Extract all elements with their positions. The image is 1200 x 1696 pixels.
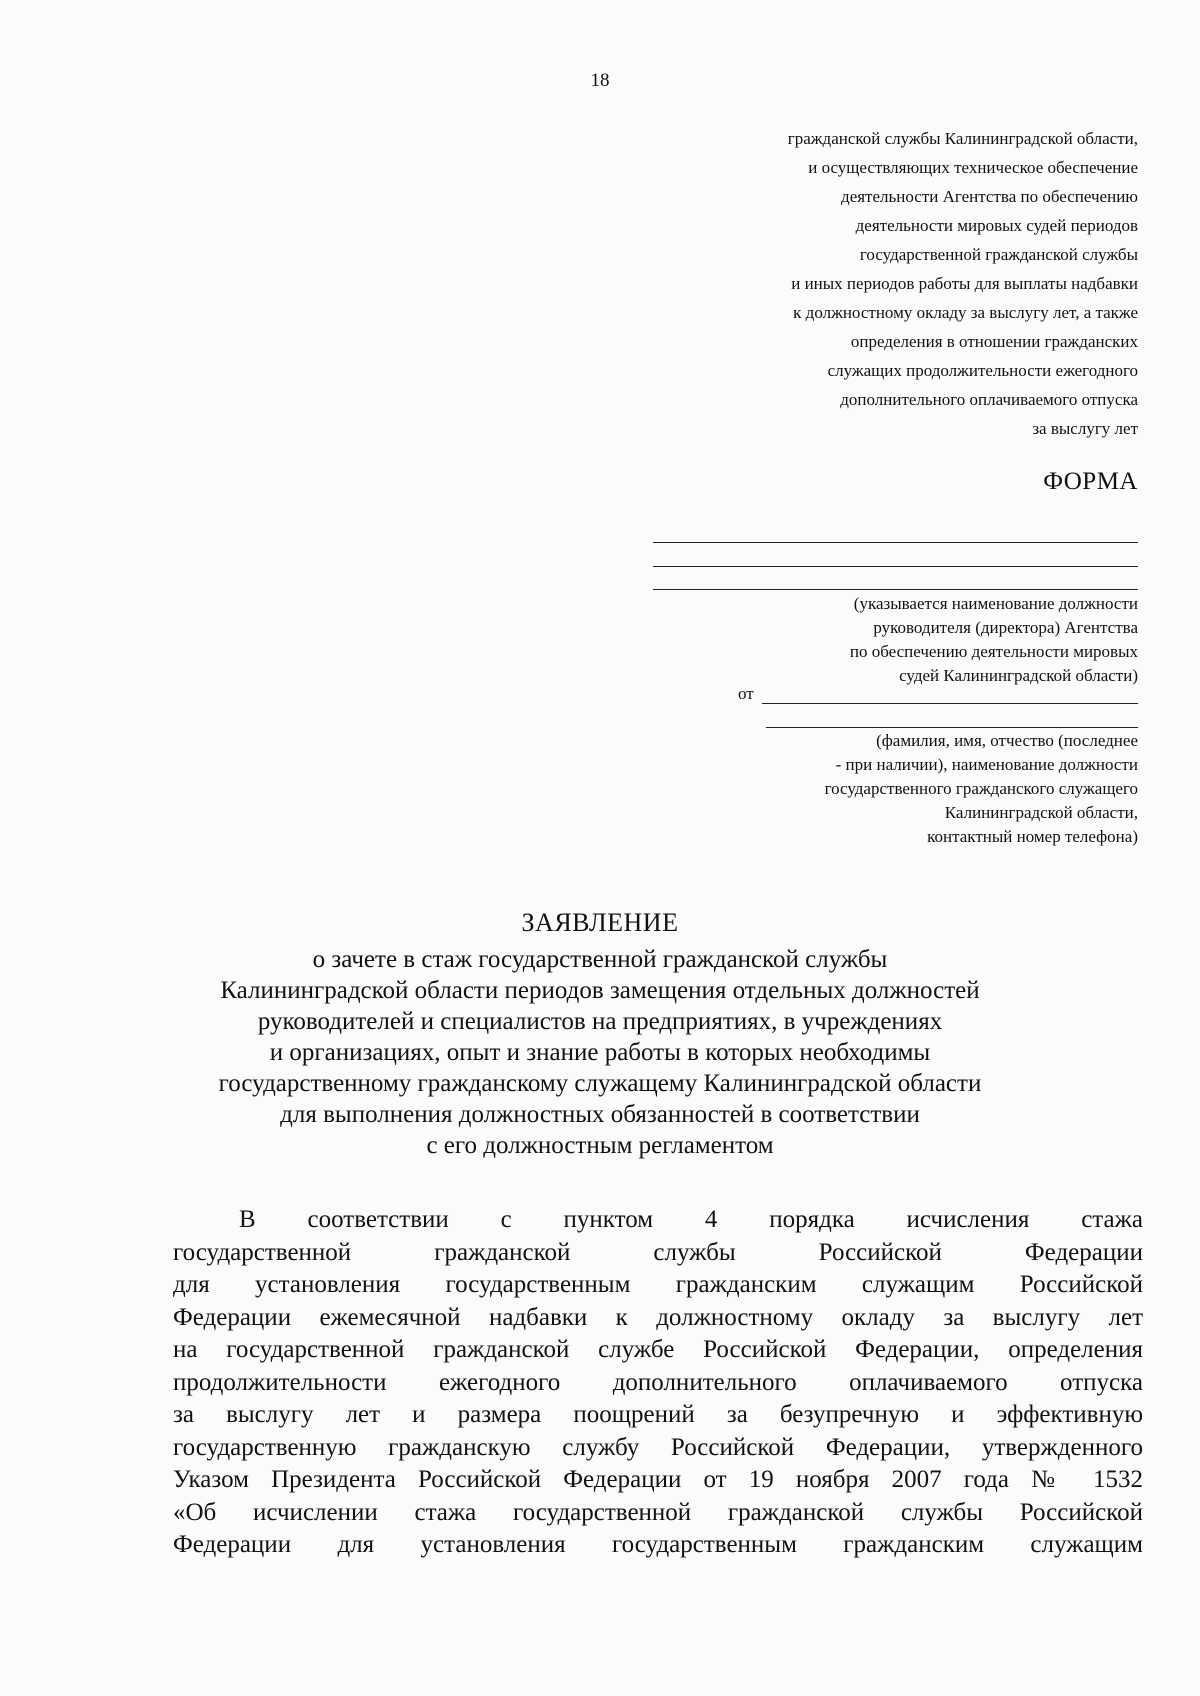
header-line: к должностному окладу за выслугу лет, а также (793, 303, 1138, 322)
from-label: от (738, 684, 754, 703)
subtitle-line: Калининградской области периодов замещения отдельных должностей (220, 977, 980, 1004)
subtitle-line: и организациях, опыт и знание работы в которых необходимы (269, 1039, 931, 1066)
from-blank-line (762, 685, 1138, 704)
header-line: служащих продолжительности ежегодного (827, 361, 1138, 380)
hint-line: по обеспечению деятельности мировых (849, 642, 1138, 661)
appendix-header (618, 124, 1138, 443)
subtitle-line: о зачете в стаж государственной гражданской службы (312, 946, 888, 973)
document-subtitle (120, 944, 1080, 1161)
body-line: на государственной гражданской службе Российской Федерации, определения (173, 1336, 1143, 1363)
hint-line: контактный номер телефона) (927, 827, 1138, 846)
body-line: «Об исчислении стажа государственной гражданской службы Российской (173, 1498, 1143, 1526)
subtitle-line: руководителей и специалистов на предприятиях, в учреждениях (257, 1008, 943, 1035)
subtitle-line: с его должностным регламентом (426, 1132, 774, 1159)
header-line: деятельности мировых судей периодов (855, 216, 1138, 235)
subtitle-line: для выполнения должностных обязанностей в соответствии (280, 1101, 920, 1128)
applicant-blank-line (766, 727, 1138, 728)
header-line: за выслугу лет (1032, 419, 1138, 438)
document-title: ЗАЯВЛЕНИЕ (521, 908, 679, 937)
body-line: государственной гражданской службы Российской Федерации (173, 1238, 1143, 1266)
hint-line: государственного гражданского служащего (824, 779, 1138, 798)
page-number: 18 (590, 70, 610, 91)
body-line: продолжительности ежегодного дополнительного оплачиваемого отпуска (173, 1368, 1143, 1396)
body-paragraph (173, 1204, 1143, 1562)
hint-line: руководителя (директора) Агентства (873, 618, 1138, 637)
applicant-hint (825, 729, 1138, 849)
hint-line: - при наличии), наименование должности (835, 755, 1138, 774)
hint-line: (фамилия, имя, отчество (последнее (876, 731, 1138, 750)
body-line: государственную гражданскую службу Российской Федерации, утвержденного (173, 1433, 1143, 1461)
header-line: и осуществляющих техническое обеспечение (808, 158, 1138, 177)
header-line: деятельности Агентства по обеспечению (841, 187, 1138, 206)
hint-line: (указывается наименование должности (853, 594, 1138, 613)
from-row (738, 684, 1138, 704)
header-line: государственной гражданской службы (859, 245, 1138, 264)
addressee-blank-line (653, 566, 1138, 567)
form-label: ФОРМА (1043, 468, 1138, 495)
hint-line: Калининградской области, (944, 803, 1138, 822)
header-line: и иных периодов работы для выплаты надбавки (791, 274, 1138, 293)
header-line: определения в отношении гражданских (850, 332, 1138, 351)
body-line: для установления государственным гражданским служащим Российской (173, 1271, 1143, 1298)
addressee-blank-line (653, 589, 1138, 590)
addressee-hint (850, 592, 1138, 688)
body-line: Федерации ежемесячной надбавки к должностному окладу за выслугу лет (173, 1303, 1143, 1331)
body-line: Указом Президента Российской Федерации от 19 ноября 2007 года № 1532 (173, 1466, 1143, 1493)
body-line: Федерации для установления государственным гражданским служащим (173, 1531, 1143, 1558)
hint-line: судей Калининградской области) (899, 666, 1138, 685)
subtitle-line: государственному гражданскому служащему Калининградской области (218, 1070, 982, 1097)
body-line: В соответствии с пунктом 4 порядка исчисления стажа (239, 1206, 1143, 1233)
body-line: за выслугу лет и размера поощрений за безупречную и эффективную (173, 1401, 1143, 1428)
header-line: гражданской службы Калининградской области, (787, 129, 1138, 148)
header-line: дополнительного оплачиваемого отпуска (840, 390, 1138, 409)
addressee-blank-line (653, 542, 1138, 543)
